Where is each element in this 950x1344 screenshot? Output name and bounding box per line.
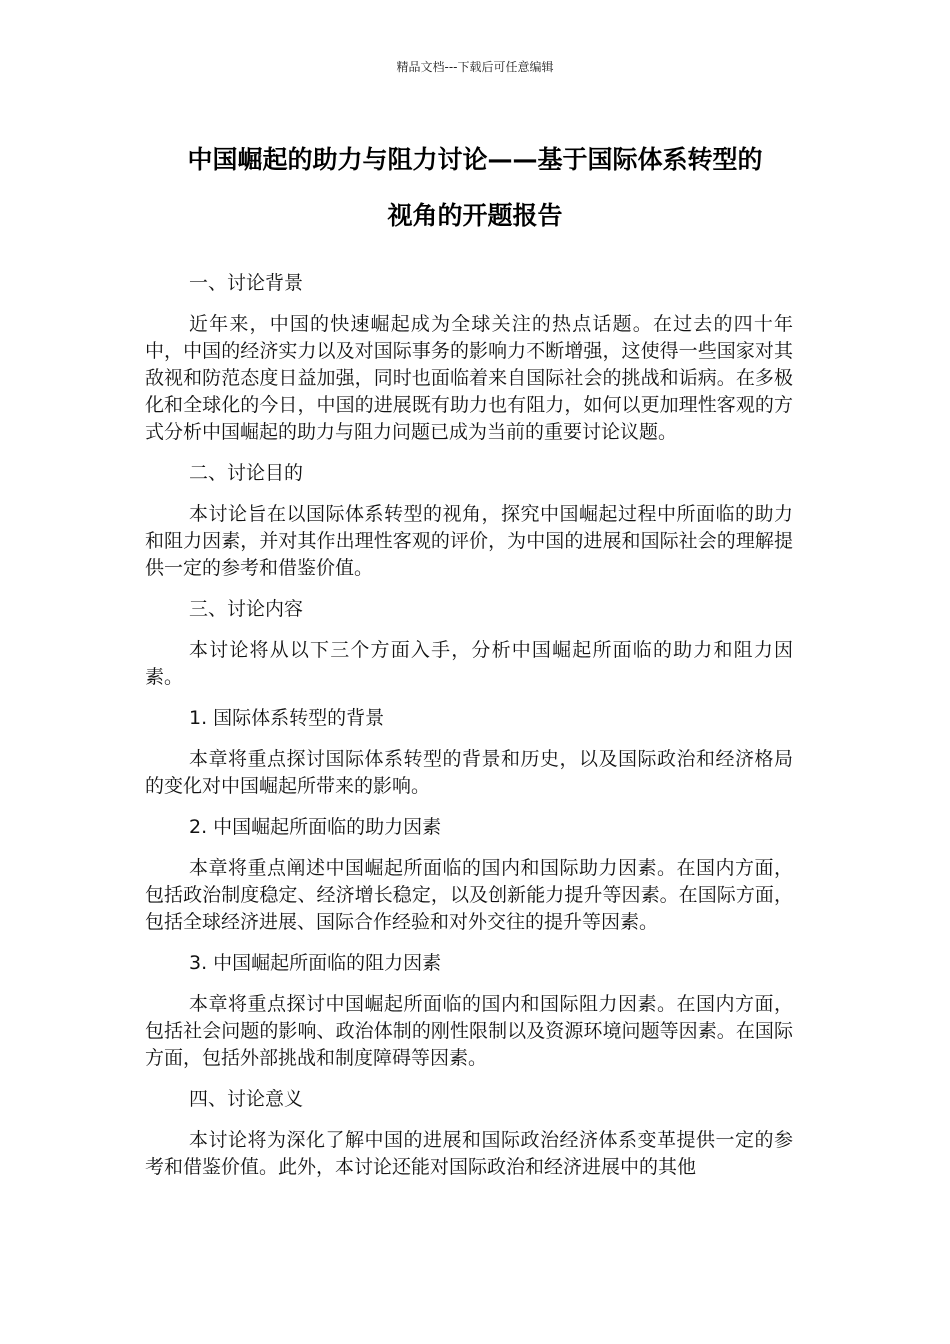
subheading-resistance-factors: 3. 中国崛起所面临的阻力因素: [189, 952, 442, 974]
paragraph-system-transition: 本章将重点探讨国际体系转型的背景和历史，以及国际政治和经济格局的变化对中国崛起所带来的影响。: [145, 748, 793, 797]
paragraph-resistance-factors: 本章将重点探讨中国崛起所面临的国内和国际阻力因素。在国内方面，包括社会问题的影响、政治体制的刚性限制以及资源环境问题等因素。在国际方面，包括外部挑战和制度障碍等因素。: [145, 993, 793, 1069]
paragraph-background: 近年来，中国的快速崛起成为全球关注的热点话题。在过去的四十年中，中国的经济实力以及对国际事务的影响力不断增强，这使得一些国家对其敌视和防范态度日益加强，同时也面临着来自国际社会的挑战和诟病。在多极化和全球化的今日，中国的进展既有助力也有阻力，如何以更加理性客观的方式分析中国崛起的助力与阻力问题已成为当前的重要讨论议题。: [145, 313, 793, 443]
subheading-support-factors: 2. 中国崛起所面临的助力因素: [189, 816, 442, 838]
paragraph-purpose: 本讨论旨在以国际体系转型的视角，探究中国崛起过程中所面临的助力和阻力因素，并对其作出理性客观的评价，为中国的进展和国际社会的理解提供一定的参考和借鉴价值。: [145, 503, 793, 579]
paragraph-support-factors: 本章将重点阐述中国崛起所面临的国内和国际助力因素。在国内方面，包括政治制度稳定、经济增长稳定，以及创新能力提升等因素。在国际方面，包括全球经济进展、国际合作经验和对外交往的提升等因素。: [145, 857, 793, 933]
document-title-line-1: 中国崛起的助力与阻力讨论——基于国际体系转型的: [187, 145, 763, 174]
section-heading-purpose: 二、讨论目的: [189, 462, 304, 484]
header-note: 精品文档---下载后可任意编辑: [396, 60, 554, 74]
section-heading-content: 三、讨论内容: [189, 598, 304, 620]
subheading-system-transition: 1. 国际体系转型的背景: [189, 707, 385, 729]
document-body: [145, 270, 793, 1195]
document-title-line-2: 视角的开题报告: [387, 201, 563, 230]
section-heading-background: 一、讨论背景: [189, 272, 304, 294]
section-heading-significance: 四、讨论意义: [189, 1088, 304, 1110]
paragraph-content-intro: 本讨论将从以下三个方面入手，分析中国崛起所面临的助力和阻力因素。: [145, 639, 793, 688]
paragraph-significance: 本讨论将为深化了解中国的进展和国际政治经济体系变革提供一定的参考和借鉴价值。此外，本讨论还能对国际政治和经济进展中的其他: [145, 1129, 793, 1178]
